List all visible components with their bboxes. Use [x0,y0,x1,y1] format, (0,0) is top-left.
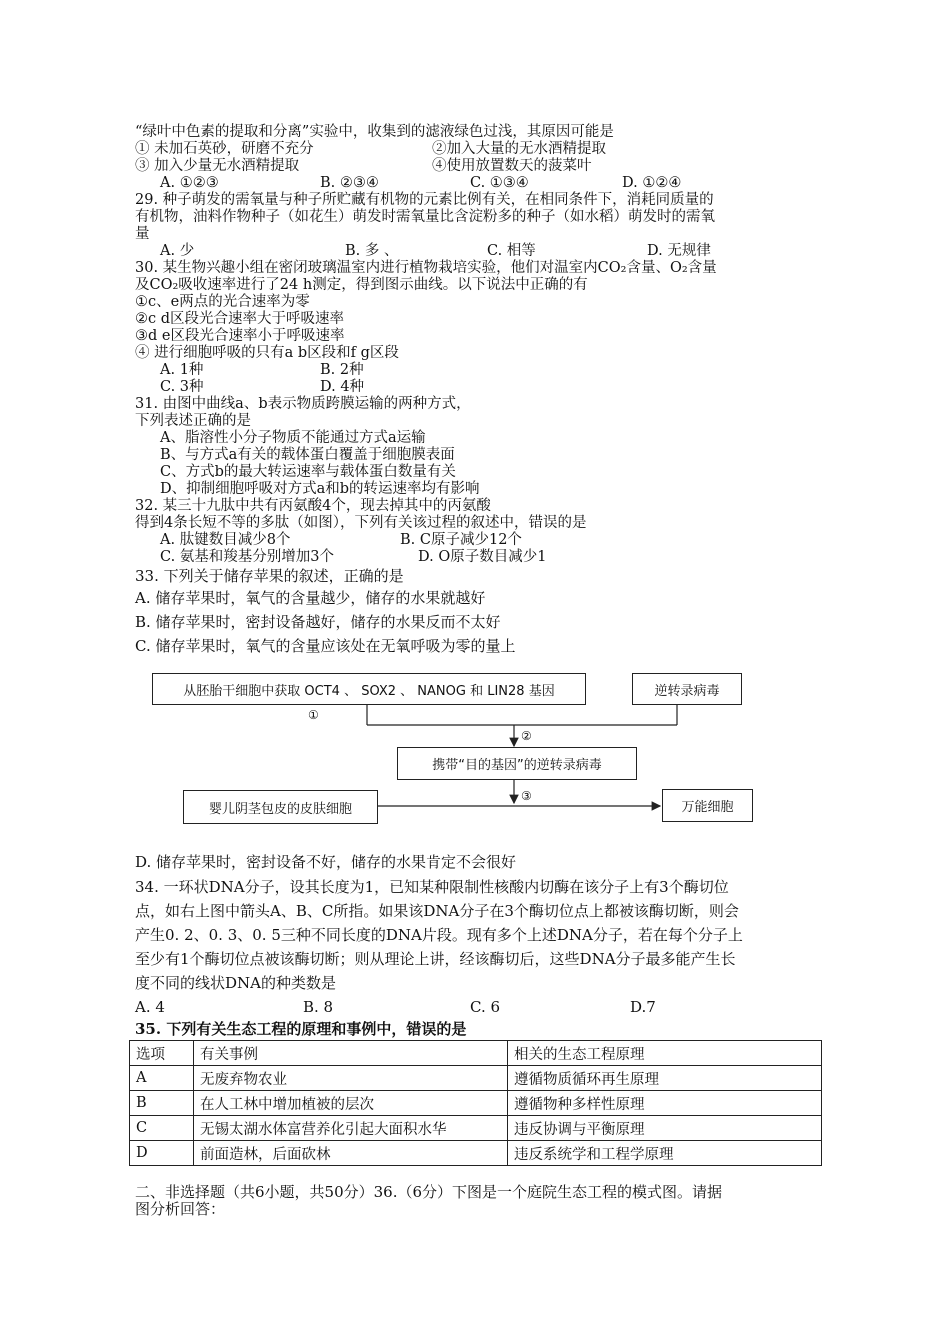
q32-line-2: 得到4条长短不等的多肽（如图），下列有关该过程的叙述中，错误的是 [135,515,587,531]
q34-choice-b: B. 8 [303,998,334,1016]
q29-line-1: 29. 种子萌发的需氧量与种子所贮藏有机物的元素比例有关，在相同条件下，消耗同质量的 [135,192,714,208]
q34-choice-c: C. 6 [470,998,501,1016]
q33-option-c: C. 储存苹果时，氧气的含量应该处在无氧呼吸为零的量上 [135,637,516,655]
q34-line-3: 产生0. 2、0. 3、0. 5三种不同长度的DNA片段。现有多个上述DNA分子，若在每个分子上 [135,926,743,944]
q30-choice-a: A. 1种 [160,362,204,378]
q29-choice-d: D. 无规律 [647,243,711,259]
ecology-table [129,1040,822,1166]
q30-choice-c: C. 3种 [160,379,204,395]
q31-choice-b: B、与方式a有关的载体蛋白覆盖于细胞膜表面 [160,447,455,463]
q29-choice-b: B. 多 、 [345,243,399,259]
q30-statement-2: ②c d区段光合速率大于呼吸速率 [135,311,345,327]
table-header-row [130,1041,822,1066]
q31-choice-c: C、方式b的最大转运速率与载体蛋白数量有关 [160,464,456,480]
q28-stem: “绿叶中色素的提取和分离”实验中，收集到的滤液绿色过浅，其原因可能是 [135,124,614,140]
q28-choice-d: D. ①②④ [622,175,682,191]
q33-option-b: B. 储存苹果时，密封设备越好，储存的水果反而不太好 [135,613,501,631]
q31-line-2: 下列表述正确的是 [135,413,251,429]
q30-line-2: 及CO₂吸收速率进行了24 h测定，得到图示曲线。以下说法中正确的有 [135,277,588,293]
q29-choice-c: C. 相等 [487,243,536,259]
q28-option-1: ① 未加石英砂，研磨不充分 [135,141,314,157]
q28-option-3: ③ 加入少量无水酒精提取 [135,158,300,174]
q30-statement-1: ①c、e两点的光合速率为零 [135,294,310,310]
q32-choice-d: D. O原子数目减少1 [418,549,547,565]
row-principle: 遵循物质循环再生原理 [508,1066,822,1091]
header-example: 有关事例 [194,1041,508,1066]
q31-choice-d: D、抑制细胞呼吸对方式a和b的转运速率均有影响 [160,481,480,497]
row-principle: 违反协调与平衡原理 [508,1116,822,1141]
q29-line-2: 有机物，油料作物种子（如花生）萌发时需氧量比含淀粉多的种子（如水稻）萌发时的需氧 [135,209,715,225]
q32-choice-c: C. 氨基和羧基分别增加3个 [160,549,335,565]
q28-option-2: ②加入大量的无水酒精提取 [432,141,606,157]
q30-choice-d: D. 4种 [320,379,365,395]
q30-choice-b: B. 2种 [320,362,364,378]
carrier-retrovirus-box: 携带“目的基因”的逆转录病毒 [397,747,637,780]
q34-choice-d: D.7 [630,998,656,1016]
source-genes-box: 从胚胎干细胞中获取 OCT4 、 SOX2 、 NANOG 和 LIN28 基因 [152,673,586,705]
table-row [130,1141,822,1166]
q28-option-4: ④使用放置数天的菠菜叶 [432,158,592,174]
q33-option-d: D. 储存苹果时，密封设备不好，储存的水果肯定不会很好 [135,853,517,871]
section-2-line-1: 二、非选择题（共6小题，共50分）36.（6分）下图是一个庭院生态工程的模式图。请据 [135,1183,723,1201]
skin-cell-box: 婴儿阴茎包皮的皮肤细胞 [183,790,378,824]
row-example: 前面造林，后面砍林 [194,1141,508,1166]
row-option: B [130,1091,194,1116]
row-example: 在人工林中增加植被的层次 [194,1091,508,1116]
q32-choice-a: A. 肽键数目减少8个 [160,532,291,548]
q34-line-4: 至少有1个酶切位点被该酶切断；则从理论上讲，经该酶切后，这些DNA分子最多能产生长 [135,950,736,968]
header-principle: 相关的生态工程原理 [508,1041,822,1066]
q33-stem: 33. 下列关于储存苹果的叙述，正确的是 [135,567,404,585]
q33-option-a: A. 储存苹果时，氧气的含量越少，储存的水果就越好 [135,589,486,607]
q28-choice-c: C. ①③④ [470,175,529,191]
stem-cell-box: 万能细胞 [662,789,753,822]
q30-statement-4: ④ 进行细胞呼吸的只有a b区段和f g区段 [135,345,399,361]
row-option: A [130,1066,194,1091]
step-1-label: ① [308,708,319,722]
q34-choice-a: A. 4 [135,998,165,1016]
q35-stem: 35. 下列有关生态工程的原理和事例中，错误的是 [135,1020,467,1038]
row-example: 无废弃物农业 [194,1066,508,1091]
table-row [130,1116,822,1141]
q30-line-1: 30. 某生物兴趣小组在密闭玻璃温室内进行植物栽培实验，他们对温室内CO₂含量、O₂含量 [135,260,717,276]
q34-line-2: 点，如右上图中箭头A、B、C所指。如果该DNA分子在3个酶切位点上都被该酶切断，则会 [135,902,739,920]
q34-line-5: 度不同的线状DNA的种类数是 [135,974,336,992]
row-option: C [130,1116,194,1141]
q34-line-1: 34. 一环状DNA分子，设其长度为1，已知某种限制性核酸内切酶在该分子上有3个酶切位 [135,878,729,896]
q31-line-1: 31. 由图中曲线a、b表示物质跨膜运输的两种方式， [135,396,471,412]
q30-statement-3: ③d e区段光合速率小于呼吸速率 [135,328,345,344]
header-option: 选项 [130,1041,194,1066]
section-2-line-2: 图分析回答： [135,1200,226,1218]
row-principle: 违反系统学和工程学原理 [508,1141,822,1166]
q29-choice-a: A. 少 [160,243,195,259]
q28-choice-a: A. ①②③ [160,175,219,191]
q32-choice-b: B. C原子减少12个 [400,532,522,548]
q29-line-3: 量 [135,226,150,242]
q31-choice-a: A、脂溶性小分子物质不能通过方式a运输 [160,430,426,446]
row-example: 无锡太湖水体富营养化引起大面积水华 [194,1116,508,1141]
row-option: D [130,1141,194,1166]
row-principle: 遵循物种多样性原理 [508,1091,822,1116]
table-row [130,1066,822,1091]
q28-choice-b: B. ②③④ [320,175,379,191]
step-3-label: ③ [521,789,532,803]
q32-line-1: 32. 某三十九肽中共有丙氨酸4个，现去掉其中的丙氨酸 [135,498,491,514]
table-row [130,1091,822,1116]
step-2-label: ② [521,729,532,743]
retrovirus-box: 逆转录病毒 [632,673,742,705]
